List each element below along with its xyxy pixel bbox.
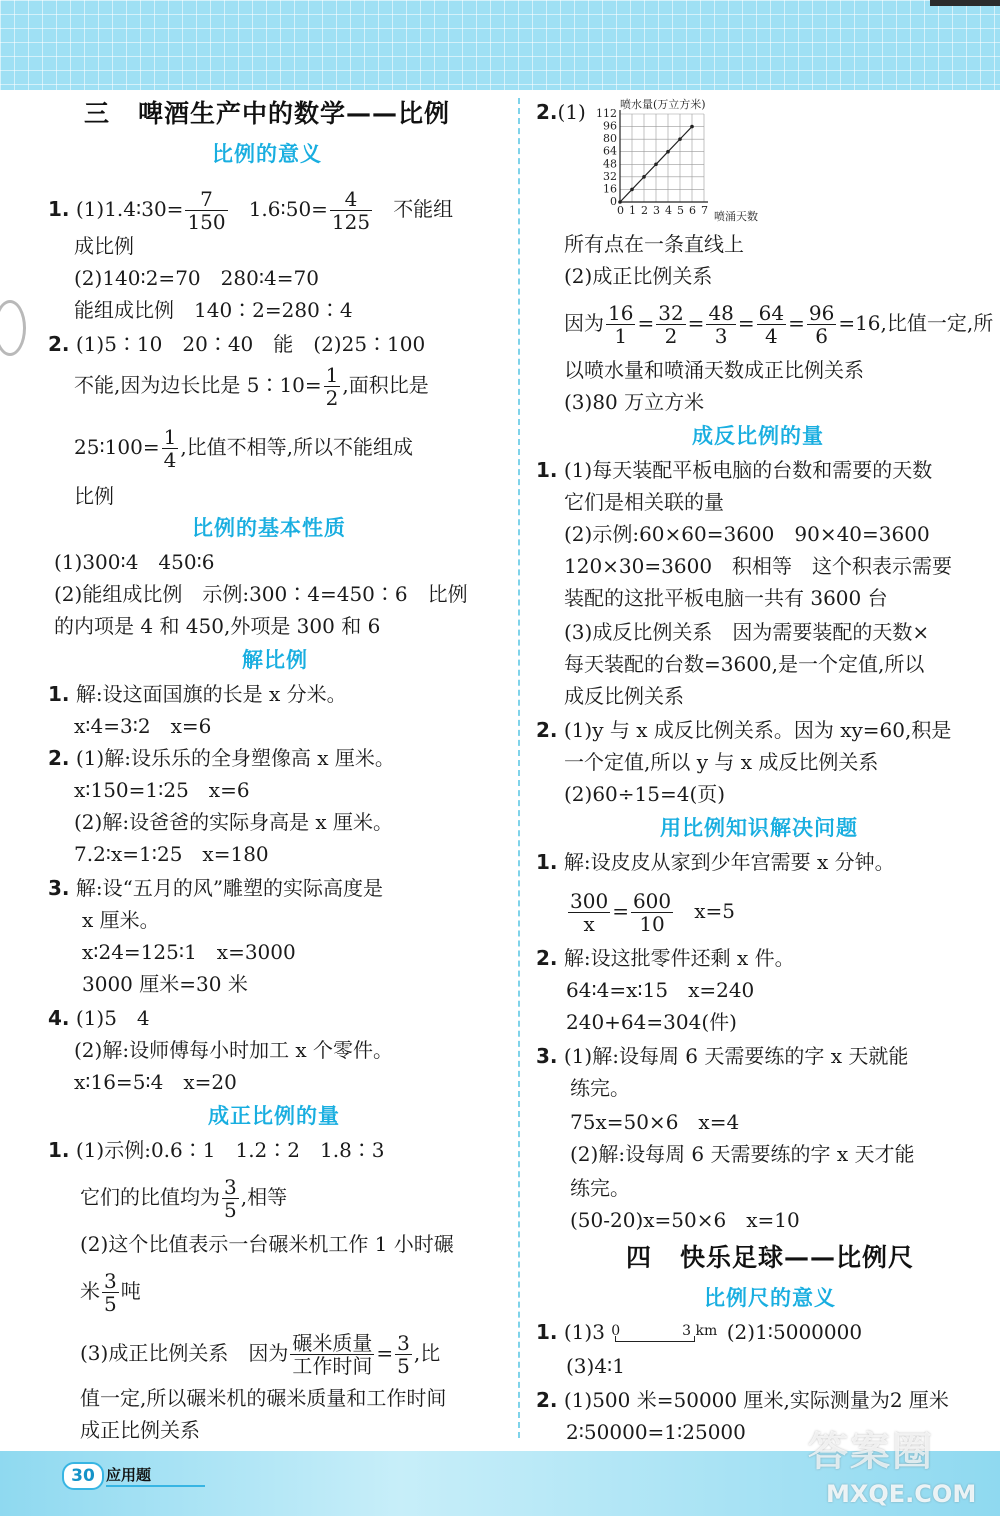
fraction: [290, 1332, 374, 1377]
answer-line: [536, 458, 932, 482]
y-tick-label: 16: [603, 182, 617, 196]
answer-line: [536, 1044, 908, 1068]
fraction: [631, 890, 673, 935]
fraction: [324, 364, 341, 409]
answer-line: [48, 876, 383, 900]
scale-end-label: 3 km: [682, 1322, 718, 1339]
numerator: 3: [104, 1269, 117, 1293]
denominator: 2: [325, 386, 339, 410]
answer-line: [80, 1270, 141, 1315]
question-number: 2.: [536, 100, 558, 124]
question-number: 3.: [48, 876, 70, 900]
answer-line: [536, 946, 795, 970]
text: ,比值不相等,所以不能组成: [180, 435, 414, 459]
text: (1): [557, 100, 586, 124]
data-point: [630, 188, 634, 192]
text: (1)5 4: [75, 1006, 150, 1030]
denominator: 6: [815, 324, 828, 348]
page-number: 30: [62, 1462, 104, 1490]
answer-line: [48, 332, 425, 356]
answer-line: (3)80 万立方米: [564, 390, 705, 414]
answer-line: 以喷水量和喷涌天数成正比例关系: [564, 358, 864, 382]
answer-line: 装配的这批平板电脑一共有 3600 台: [564, 586, 888, 610]
answer-line: x∶16=5∶4 x=20: [74, 1070, 237, 1094]
numerator: 3: [397, 1331, 410, 1355]
numerator: 16: [608, 301, 634, 325]
answer-line: [48, 746, 395, 770]
answer-line: 的内项是 4 和 450,外项是 300 和 6: [54, 614, 381, 638]
data-point: [690, 125, 694, 129]
y-tick-label: 96: [603, 119, 617, 133]
answer-line: 120×30=3600 积相等 这个积表示需要: [564, 554, 953, 578]
answer-line: [74, 364, 429, 409]
watermark-site: MXQE.COM: [826, 1480, 977, 1508]
denominator: 2: [664, 324, 678, 348]
answer-line: 240+64=304(件): [566, 1010, 737, 1034]
question-number: 1.: [48, 197, 70, 221]
question-number: 1.: [536, 850, 558, 874]
question-number: 2.: [536, 718, 558, 742]
answer-line: [566, 890, 735, 935]
denominator: x: [583, 912, 595, 936]
fraction: [807, 302, 836, 347]
answer-line: 它们是相关联的量: [564, 490, 724, 514]
y-tick-label: 64: [603, 144, 617, 158]
fraction: [185, 188, 227, 233]
text: 它们的比值均为: [80, 1185, 220, 1209]
binding-ring-mark: [0, 300, 26, 356]
text: (1)每天装配平板电脑的台数和需要的天数: [563, 458, 933, 482]
denominator: 5: [397, 1354, 410, 1378]
unit-title-text: 啤酒生产中的数学——比例: [138, 99, 451, 128]
fraction: [656, 302, 685, 347]
answer-line: [48, 682, 347, 706]
denominator: 125: [331, 210, 371, 234]
denominator: 4: [765, 324, 778, 348]
answer-line: (2)解:设爸爸的实际身高是 x 厘米。: [74, 810, 394, 834]
fraction: [706, 302, 735, 347]
question-number: 3.: [536, 1044, 558, 1068]
answer-line: x∶24=125∶1 x=3000: [82, 940, 296, 964]
answer-line: (2)解:设师傅每小时加工 x 个零件。: [74, 1038, 394, 1062]
numerator: 600: [632, 889, 672, 913]
answer-line: x∶150=1∶25 x=6: [74, 778, 250, 802]
text: =: [612, 899, 629, 923]
answer-line: 成反比例关系: [564, 684, 684, 708]
numerator: 300: [570, 889, 609, 913]
x-tick-label: 2: [641, 204, 648, 217]
answer-line: 7.2∶x=1∶25 x=180: [74, 842, 269, 866]
fraction: [162, 426, 179, 471]
answer-line: [536, 850, 895, 874]
x-tick-label: 0: [617, 204, 624, 217]
fraction: [395, 1332, 412, 1377]
text: (1)3: [563, 1320, 605, 1344]
section-title: 解比例: [242, 648, 308, 672]
text: (1)解:设乐乐的全身塑像高 x 厘米。: [75, 746, 395, 770]
answer-line: (2)60÷15=4(页): [564, 782, 726, 806]
question-number: 1.: [48, 682, 70, 706]
answer-line: (3)成反比例关系 因为需要装配的天数×: [564, 620, 930, 644]
chart-title: 喷水量(万立方米): [620, 98, 706, 111]
section-title: 比例的基本性质: [192, 516, 346, 540]
x-tick-label: 5: [677, 204, 684, 217]
question-number: 1.: [536, 1320, 558, 1344]
answer-line: (2)这个比值表示一台碾米机工作 1 小时碾: [80, 1232, 454, 1256]
answer-line: [80, 1332, 440, 1377]
text: 解:设皮皮从家到少年宫需要 x 分钟。: [563, 850, 895, 874]
top-grid-band: [0, 0, 1000, 90]
text: (1)y 与 x 成反比例关系。因为 xy=60,积是: [563, 718, 952, 742]
question-number: 2.: [536, 946, 558, 970]
answer-line: [48, 188, 453, 233]
column-divider: [518, 98, 520, 1438]
answer-line: 练完。: [570, 1176, 630, 1200]
text: 吨: [120, 1279, 141, 1303]
answer-line: 练完。: [570, 1076, 630, 1100]
x-tick-label: 7: [701, 204, 708, 217]
text: (1)示例:0.6∶1 1.2∶2 1.8∶3: [75, 1138, 385, 1162]
answer-line: x 厘米。: [82, 908, 160, 932]
line-chart: [594, 98, 794, 224]
y-tick-label: 80: [603, 132, 617, 146]
denominator: 1: [614, 324, 628, 348]
text: (1)解:设每周 6 天需要练的字 x 天就能: [563, 1044, 909, 1068]
chart-x-label: 喷涌天数: [714, 210, 758, 223]
answer-line: 比例: [74, 484, 114, 508]
section-title: 比例的意义: [212, 142, 322, 166]
answer-line: 所有点在一条直线上: [564, 232, 744, 256]
x-tick-label: 3: [653, 204, 660, 217]
denominator: 10: [639, 912, 665, 936]
fraction: [222, 1176, 239, 1221]
text: 因为: [564, 311, 604, 335]
text: (1)500 米=50000 厘米,实际测量为2 厘米: [563, 1388, 949, 1412]
answer-line: [48, 1006, 150, 1030]
chart-ticks: [596, 107, 708, 217]
answer-line: 因为 $\frac{16}{1}$ = $\frac{32}{2}$ = $\frac{48}{3}$ = $\frac{64}{4}$ = $\frac{96}{6}$ =16,比值一定,所: [564, 301, 994, 348]
answer-line: [536, 1320, 862, 1347]
answer-line: 一个定值,所以 y 与 x 成反比例关系: [564, 750, 879, 774]
question-number: 4.: [48, 1006, 70, 1030]
numerator: 48: [708, 301, 734, 325]
text: 25∶100=: [74, 435, 160, 459]
section-title: 比例尺的意义: [704, 1286, 836, 1310]
answer-line: [48, 1138, 385, 1162]
watermark-logo: 答案圈: [808, 1429, 934, 1475]
data-point: [654, 162, 658, 166]
scale-bar: [611, 1321, 718, 1347]
text: 1.6∶50=: [248, 197, 328, 221]
answer-line: 成比例: [74, 234, 134, 258]
answer-line: [536, 100, 586, 124]
answer-line: (50-20)x=50×6 x=10: [570, 1208, 800, 1232]
section-title: 成正比例的量: [208, 1104, 340, 1128]
text: ,比: [413, 1341, 441, 1365]
question-number: 2.: [48, 332, 70, 356]
text: x=5: [694, 899, 735, 923]
text: (2)1∶5000000: [726, 1320, 863, 1344]
numerator: 4: [330, 188, 372, 211]
question-number: 2.: [48, 746, 70, 770]
numerator: 64: [758, 301, 785, 325]
numerator: 碾米质量: [292, 1331, 373, 1355]
answer-line: (2)解:设每周 6 天需要练的字 x 天才能: [570, 1142, 915, 1166]
numerator: 3: [224, 1175, 237, 1199]
fraction: [606, 302, 635, 347]
text: =16,比值一定,所: [838, 311, 994, 335]
unit-number: 三: [84, 99, 111, 128]
text: (1)5∶10 20∶40 能 (2)25∶100: [75, 332, 426, 356]
fraction: [757, 302, 786, 347]
x-tick-label: 4: [665, 204, 672, 217]
answer-line: (2)成正比例关系: [564, 264, 713, 288]
denominator: 4: [163, 448, 177, 472]
answer-line: (2)140∶2=70 280∶4=70: [74, 266, 319, 290]
answer-line: (3)4∶1: [566, 1354, 625, 1378]
answer-line: [536, 1388, 949, 1412]
denominator: 3: [714, 324, 728, 348]
answer-line: 能组成比例 140∶2=280∶4: [74, 298, 353, 322]
text: 不能组: [393, 197, 454, 221]
section-title: 用比例知识解决问题: [660, 816, 858, 840]
x-tick-label: 6: [689, 204, 696, 217]
text: 解:设这面国旗的长是 x 分米。: [75, 682, 347, 706]
y-tick-label: 48: [603, 157, 617, 171]
answer-line: [80, 1176, 287, 1221]
footer-label: 应用题: [106, 1464, 205, 1487]
numerator: 7: [185, 188, 227, 211]
text: (3)成正比例关系 因为: [80, 1341, 289, 1365]
answer-line: [74, 426, 413, 471]
unit-title-text: 快乐足球——比例尺: [680, 1243, 915, 1272]
text: 解:设“五月的风”雕塑的实际高度是: [75, 876, 384, 900]
data-point: [618, 200, 622, 204]
text: =: [376, 1341, 394, 1365]
text: (1)1.4∶30=: [75, 197, 184, 221]
denominator: 5: [104, 1292, 117, 1316]
fraction: [568, 890, 610, 935]
numerator: 1: [163, 425, 177, 449]
answer-line: x∶4=3∶2 x=6: [74, 714, 212, 738]
question-number: 1.: [536, 458, 558, 482]
answer-line: 75x=50×6 x=4: [570, 1110, 740, 1134]
y-tick-label: 0: [610, 195, 617, 208]
answer-line: (1)300∶4 450∶6: [54, 550, 215, 574]
question-number: 2.: [536, 1388, 558, 1412]
answer-line: (2)示例:60×60=3600 90×40=3600: [564, 522, 930, 546]
data-point: [642, 175, 646, 179]
denominator: 150: [187, 210, 226, 234]
text: ,面积比是: [342, 373, 429, 397]
denominator: 工作时间: [292, 1354, 373, 1378]
answer-line: 3000 厘米=30 米: [82, 972, 248, 996]
answer-line: 每天装配的台数=3600,是一个定值,所以: [564, 652, 925, 676]
unit-title: [84, 99, 451, 128]
x-tick-label: 1: [629, 204, 636, 217]
unit-title: [626, 1243, 915, 1272]
answer-line: 成正比例关系: [80, 1418, 200, 1442]
section-title: 成反比例的量: [692, 424, 824, 448]
answer-line: 64∶4=x∶15 x=240: [566, 978, 755, 1002]
scale-zero-label: 0: [611, 1322, 621, 1339]
answer-line: 2∶50000=1∶25000: [566, 1420, 746, 1444]
fraction: [102, 1270, 119, 1315]
question-number: 1.: [48, 1138, 70, 1162]
numerator: 32: [658, 301, 684, 325]
text: 米: [80, 1279, 100, 1303]
data-point: [666, 150, 670, 154]
y-tick-label: 112: [596, 107, 617, 120]
answer-line: (2)能组成比例 示例:300∶4=450∶6 比例: [54, 582, 468, 606]
numerator: 96: [808, 301, 835, 325]
data-point: [678, 137, 682, 141]
text: 解:设这批零件还剩 x 件。: [563, 946, 795, 970]
fraction: [330, 188, 372, 233]
text: ,相等: [240, 1185, 288, 1209]
denominator: 5: [224, 1198, 237, 1222]
answer-line: 值一定,所以碾米机的碾米质量和工作时间: [80, 1386, 447, 1410]
y-tick-label: 32: [603, 169, 617, 183]
answer-line: [536, 718, 951, 742]
unit-number: 四: [626, 1243, 653, 1272]
text: 不能,因为边长比是 5∶10=: [74, 373, 322, 397]
numerator: 1: [325, 363, 339, 387]
